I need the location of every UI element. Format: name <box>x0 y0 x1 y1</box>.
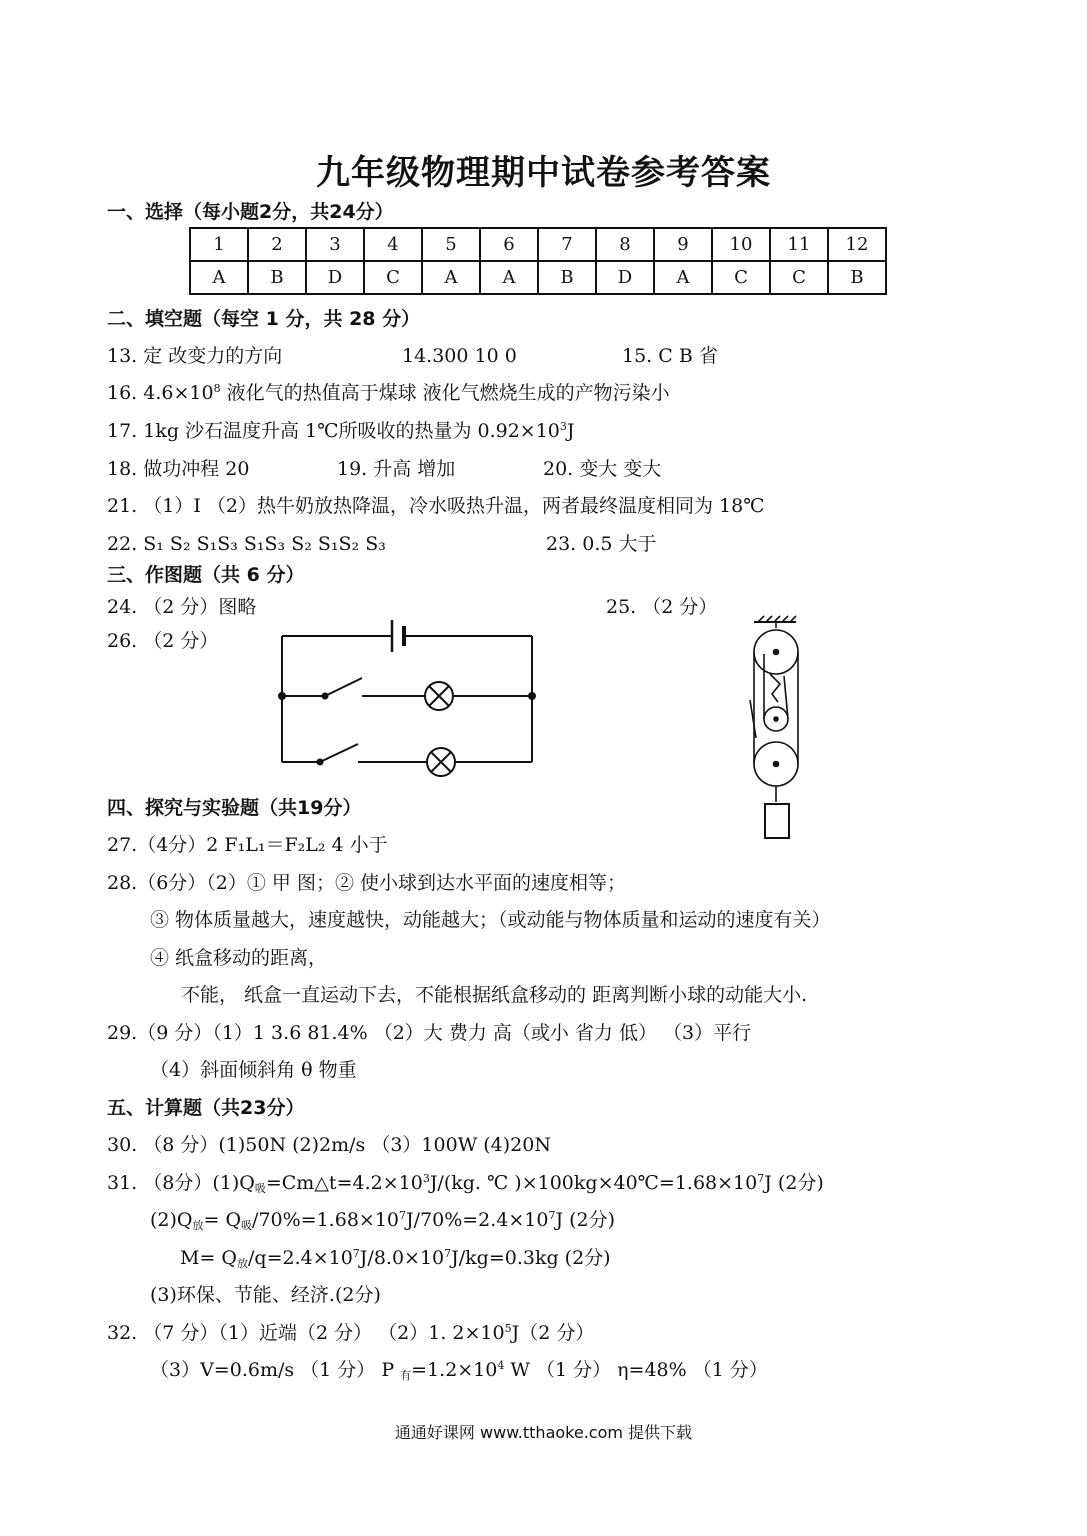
table-row-numbers <box>190 228 886 261</box>
circuit-diagram <box>270 612 550 778</box>
answer-q24: 24. （2 分）图略 <box>107 596 257 618</box>
table-cell-number: 11 <box>770 228 828 261</box>
answer-q16-text-b: 液化气的热值高于煤球 液化气燃烧生成的产物污染小 <box>220 382 670 404</box>
answer-q26: 26. （2 分） <box>107 630 219 652</box>
answer-q28-line1: 28.（6分）（2）① 甲 图；② 使小球到达水平面的速度相等； <box>107 872 627 894</box>
table-cell-answer: A <box>654 261 712 294</box>
answer-q28-line2: ③ 物体质量越大，速度越快，动能越大；（或动能与物体质量和运动的速度有关） <box>150 909 831 931</box>
q31-l2-exp1: 7 <box>399 1209 406 1222</box>
answer-q28-line4: 不能， 纸盒一直运动下去，不能根据纸盒移动的 距离判断小球的动能大小. <box>181 984 808 1006</box>
q31-l2-exp2: 7 <box>548 1209 556 1222</box>
answer-q29-line1: 29.（9 分）（1）1 3.6 81.4% （2）大 费力 高（或小 省力 低） （3）平行 <box>107 1022 752 1044</box>
answer-q17-exponent: 3 <box>559 420 567 433</box>
q31-l3-exp1: 7 <box>352 1247 360 1260</box>
q32-l1-exp: 5 <box>504 1322 512 1335</box>
q31-l2-c: /70%=1.68×10 <box>252 1209 399 1231</box>
q31-l2-sub2: 吸 <box>241 1219 253 1232</box>
answer-q31-line2 <box>150 1211 615 1230</box>
q31-l1-a: 31. （8分）(1)Q <box>107 1172 255 1194</box>
q32-l2-c: W （1 分） η=48% （1 分） <box>504 1359 768 1381</box>
q31-l3-d: J/kg=0.3kg (2分) <box>451 1247 611 1269</box>
q32-l2-exp: 4 <box>497 1359 505 1372</box>
answer-q17-text-a: 17. 1kg 沙石温度升高 1℃所吸收的热量为 0.92×10 <box>107 420 560 442</box>
answer-q21: 21. （1）I （2）热牛奶放热降温，冷水吸热升温，两者最终温度相同为 18℃ <box>107 495 765 517</box>
table-cell-answer: A <box>480 261 538 294</box>
answer-q27: 27.（4分）2 F₁L₁＝F₂L₂ 4 小于 <box>107 834 388 856</box>
table-row-answers <box>190 261 886 294</box>
answer-q16-text-a: 16. 4.6×10 <box>107 382 214 404</box>
answer-q18: 18. 做功冲程 20 <box>107 458 250 480</box>
q31-l3-b: /q=2.4×10 <box>248 1247 353 1269</box>
footer-source-link[interactable]: 通通好课网 www.tthaoke.com 提供下载 <box>394 1423 693 1442</box>
q32-l2-a: （3）V=0.6m/s （1 分） P <box>150 1359 401 1381</box>
answer-q32-line1 <box>107 1324 594 1343</box>
answer-q17 <box>107 422 575 441</box>
table-cell-answer: C <box>712 261 770 294</box>
q32-l2-b: =1.2×10 <box>411 1359 498 1381</box>
answer-q29-line2: （4）斜面倾斜角 θ 物重 <box>150 1059 357 1081</box>
table-cell-answer: A <box>190 261 248 294</box>
table-cell-number: 10 <box>712 228 770 261</box>
answer-q15: 15. C B 省 <box>622 345 718 367</box>
q31-l2-a: (2)Q <box>150 1209 193 1231</box>
answer-q13: 13. 定 改变力的方向 <box>107 345 283 367</box>
answer-q31-line3 <box>180 1249 611 1268</box>
table-cell-number: 3 <box>306 228 364 261</box>
answer-q23: 23. 0.5 大于 <box>546 533 657 555</box>
table-cell-answer: C <box>770 261 828 294</box>
q31-l1-sub: 吸 <box>254 1182 266 1195</box>
answer-q19: 19. 升高 增加 <box>337 458 456 480</box>
page-title: 九年级物理期中试卷参考答案 <box>316 153 771 193</box>
q31-l3-exp2: 7 <box>444 1247 452 1260</box>
section-heading-calculation: 五、计算题（共23分） <box>107 1097 305 1119</box>
q31-l2-sub1: 放 <box>192 1219 204 1232</box>
answer-q14: 14.300 10 0 <box>402 345 517 367</box>
section-heading-fill: 二、填空题（每空 1 分，共 28 分） <box>107 308 421 330</box>
section-heading-drawing: 三、作图题（共 6 分） <box>107 564 305 586</box>
table-cell-answer: B <box>828 261 886 294</box>
table-cell-number: 9 <box>654 228 712 261</box>
section-heading-choice: 一、选择（每小题2分，共24分） <box>107 201 394 223</box>
table-cell-answer: B <box>538 261 596 294</box>
table-cell-number: 7 <box>538 228 596 261</box>
table-cell-number: 12 <box>828 228 886 261</box>
q31-l1-exp2: 7 <box>757 1172 765 1185</box>
answer-q17-text-b: J <box>566 420 575 442</box>
answer-q16 <box>107 384 670 403</box>
table-cell-number: 8 <box>596 228 654 261</box>
table-cell-number: 4 <box>364 228 422 261</box>
answer-q20: 20. 变大 变大 <box>543 458 662 480</box>
q31-l2-b: = Q <box>203 1209 242 1231</box>
q31-l3-sub: 放 <box>237 1257 248 1270</box>
table-cell-number: 5 <box>422 228 480 261</box>
answer-q28-line3: ④ 纸盒移动的距离， <box>150 947 328 969</box>
q31-l3-c: J/8.0×10 <box>359 1247 445 1269</box>
answer-q32-line2 <box>150 1361 768 1380</box>
answer-q31-line4: (3)环保、节能、经济.(2分) <box>150 1284 381 1306</box>
q32-l1-b: J（2 分） <box>511 1322 595 1344</box>
table-cell-number: 6 <box>480 228 538 261</box>
q32-l2-sub: 有 <box>400 1369 412 1382</box>
pulley-diagram <box>740 614 810 842</box>
answer-q16-exponent: 8 <box>213 382 221 395</box>
table-cell-answer: A <box>422 261 480 294</box>
q31-l2-f: J (2分) <box>555 1209 616 1231</box>
q31-l1-exp1: 3 <box>422 1172 430 1185</box>
q31-l1-d: J (2分) <box>764 1172 824 1194</box>
table-cell-answer: C <box>364 261 422 294</box>
answer-q30: 30. （8 分）(1)50N (2)2m/s （3）100W (4)20N <box>107 1134 551 1156</box>
section-heading-experiment: 四、探究与实验题（共19分） <box>107 797 362 819</box>
table-cell-number: 1 <box>190 228 248 261</box>
q31-l3-a: M= Q <box>180 1247 237 1269</box>
choice-answer-table <box>189 227 887 295</box>
q31-l1-c: J/(kg. ℃ )×100kg×40℃=1.68×10 <box>429 1172 758 1194</box>
q31-l1-b: =Cm△t=4.2×10 <box>265 1172 423 1194</box>
answer-q22: 22. S₁ S₂ S₁S₃ S₁S₃ S₂ S₁S₂ S₃ <box>107 533 386 555</box>
table-cell-answer: D <box>306 261 364 294</box>
answer-q25: 25. （2 分） <box>606 596 718 618</box>
answer-q31-line1 <box>107 1174 824 1193</box>
q31-l2-d: J/70%=2.4×10 <box>406 1209 549 1231</box>
q32-l1-a: 32. （7 分）（1）近端（2 分） （2）1. 2×10 <box>107 1322 505 1344</box>
table-cell-answer: D <box>596 261 654 294</box>
table-cell-answer: B <box>248 261 306 294</box>
table-cell-number: 2 <box>248 228 306 261</box>
